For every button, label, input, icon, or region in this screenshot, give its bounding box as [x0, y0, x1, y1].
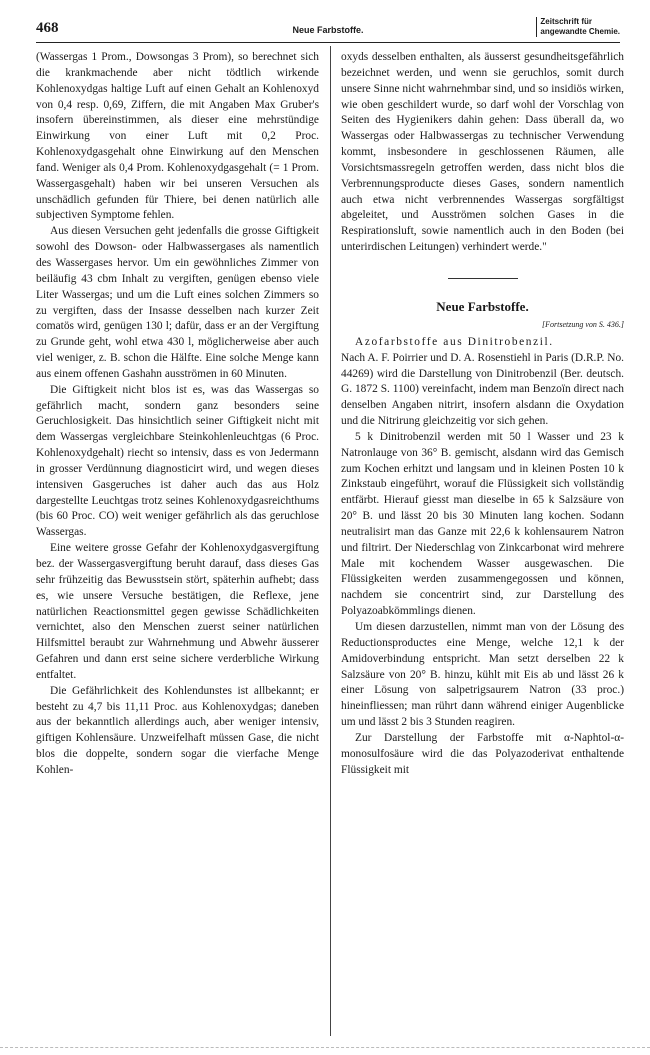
continuation-note: [Fortsetzung von S. 436.]: [542, 319, 624, 329]
section-paragraph-4: Zur Darstellung der Farbstoffe mit α-Naphtol-α-monosulfosäure wird die das Polyazoderivat enthaltende Flüssigkeit mit: [341, 731, 624, 776]
section-heading: Neue Farbstoffe.: [436, 298, 529, 314]
left-paragraph-4: Eine weitere grosse Gefahr der Kohlenoxydgasvergiftung bez. der Wassergasvergiftung beruht darauf, dass dieses Gas sehr frühzeitig das Bewusstsein stört, späterhin aufhebt; dass es, wie unsere Versuche bestätigen, die Reflexe, jene natürlichen Reactionsmittel gegen gewisse Schädlichkeiten vernichtet, also den Menschen zuerst seiner natürlichen Hilfsmittel beraubt zur Wahrnehmung und Abwehr äusserer Gefahren und dann erst seine sichere verderbliche Wirkung entfaltet.: [36, 542, 319, 681]
section-paragraph-2: 5 k Dinitrobenzil werden mit 50 l Wasser und 23 k Natronlauge von 36° B. gemischt, alsdann wird das Gemisch zum Kochen erhitzt und langsam und in kleinen Posten 10 k Zinkstaub eingeführt, worauf die Flüssigkeit sich vollständig entfärbt. Hierauf giesst man dieselbe in 65 k Salzsäure von 20° B. und lässt 20 bis 30 Minuten lang kochen. Sodann neutralisirt man das Ganze mit 22,6 k kohlensaurem Natron und filtrirt. Der Niederschlag von Zinkcarbonat wird mehrere Male mit kochendem Wasser ausgewaschen. Die Flüssigkeiten werden zusammengegossen und können, nachdem sie concentrirt sind, zur Darstellung des Polyazoabkömmlings dienen.: [341, 430, 624, 618]
page-number: 468: [36, 20, 59, 36]
section-paragraph-3: Um diesen darzustellen, nimmt man von der Lösung des Reductionsproductes eine Menge, welche 12,1 k der Amidoverbindung entspricht. Man setzt derselben 22 k Salzsäure von 20° B. hinzu, kühlt mit Eis ab und lässt 26 k einer Lösung von salpetrigsaurem Natron (33 proc.) hineinfliessen; man rührt dann während einiger Augenblicke um und lässt 2 bis 3 Stunden reagiren.: [341, 621, 624, 729]
left-paragraph-5: Die Gefährlichkeit des Kohlendunstes ist allbekannt; er besteht zu 4,7 bis 11,11 Proc. aus Kohlenoxydgas; daneben aus der bekanntlich allerdings auch, aber weniger intensiv, giftigen Kohlensäure. Unzweifelhaft müssen Gase, die nicht blos die doppelte, sondern sogar die vierfache Menge Kohlen-: [36, 684, 319, 776]
section-intro-title: Azofarbstoffe aus Dinitrobenzil.: [355, 335, 554, 348]
section-separator: [448, 278, 518, 279]
journal-line-1: Zeitschrift für: [540, 17, 592, 26]
page-header: [36, 16, 620, 43]
column-divider: [330, 46, 331, 1036]
left-paragraph-3: Die Giftigkeit nicht blos ist es, was das Wassergas so gefährlich macht, sondern ganz besonders seine Geruchlosigkeit. Das hinsichtlich seiner Giftigkeit nicht mit dem Wassergas vergleichbare Steinkohlenleuchtgas (6 Proc. Kohlenoxydgehalt) riecht so intensiv, dass es von Jedermann in grosser Verdünnung diagnosticirt wird, und wegen dieses intensiven Gasgeruches ist daher auch das aus Holz dargestellte Leuchtgas trotz seines Kohlenoxydgasreichthums (bis 60 Proc. CO) weit weniger gefährlich als das geruchlose Wassergas.: [36, 383, 319, 539]
running-title: Neue Farbstoffe.: [292, 25, 364, 35]
right-column: [341, 50, 624, 778]
section-paragraph-1: Nach A. F. Poirrier und D. A. Rosenstiehl in Paris (D.R.P. No. 44269) wird die Darstellung von Dinitrobenzil (Ber. deutsch. G. 1872 S. 1100) vereinfacht, indem man Benzoïn direct nach denselben Angaben nitrirt, insofern alsdann die Oxydation und die Nitrirung gleichzeitig vor sich gehen.: [341, 351, 624, 428]
left-paragraph-2: Aus diesen Versuchen geht jedenfalls die grosse Giftigkeit sowohl des Dowson- oder Halbwassergases als namentlich des Wassergases hervor. Um ein gewöhnliches Zimmer von beiläufig 43 cbm Inhalt zu vergiften, genügen ebenso viele Liter Wassergas; und um die Luft eines solchen Zimmers so zu vergiften, dass der Insasse desselben nach kurzer Zeit comatös wird, genügen 130 l; dafür, dass er an der Vergiftung zu Grunde geht, wohl etwa 430 l, möglicherweise aber auch viel weniger, z. B. schon die Hälfte. Eine solche Menge kann aus einem offenen Gashahn ausströmen in 60 Minuten.: [36, 225, 319, 380]
page-bottom-rule: [0, 1047, 650, 1051]
right-paragraph-continued: oxyds desselben enthalten, als äusserst gesundheitsgefährlich bezeichnet werden, und wenn sie geruchlos, somit durch unsere Sinne nicht wahrnehmbar sind, und so insidiös wirken, wie oben geschildert wurde, so darf wohl der Vorschlag von Seiten des Hygienikers dahin gehen: Dass überall da, wo Wassergas oder Halbwassergas zu technischer Verwendung kommt, insbesondere in geschlossenen Räumen, alle Vorsichtsmassregeln getroffen werden, dass nicht blos die Verbrennungsproducte dieses Gases, sondern namentlich auch etwa nicht verbrennendes Wassergas sorgfältigst abgeleitet, und Ausströmen solchen Gases in die Respirationsluft, sowie namentlich auch in den Boden (bei unterirdischen Leitungen) verhindert werde.": [341, 51, 624, 254]
left-column: [36, 50, 319, 779]
left-paragraph-1: (Wassergas 1 Prom., Dowsongas 3 Prom), so berechnet sich die krankmachende aber nicht tödtlich wirkende Kohlenoxydgas haltige Luft auf einen Gehalt an Kohlenoxyd von 0,4 resp. 0,69, Ziffern, die mit Angaben Max Gruber's insofern übereinstimmen, als dieser eine mehrstündige Einwirkung von einer Luft mit 0,2 Proc. Kohlenoxydgasgehalt ohne Einwirkung auf den Menschen fand. Weniger als 0,4 Prom. Kohlenoxydgasgehalt (= 1 Prom. Wassergasgehalt) haben wir bei unseren Versuchen als unschädlich gefunden für Thiere, bei denen natürlich alle subjectiven Symptome fehlen.: [36, 51, 319, 222]
journal-name: [536, 17, 620, 37]
journal-line-2: angewandte Chemie.: [540, 27, 620, 36]
section-intro: [341, 335, 624, 351]
